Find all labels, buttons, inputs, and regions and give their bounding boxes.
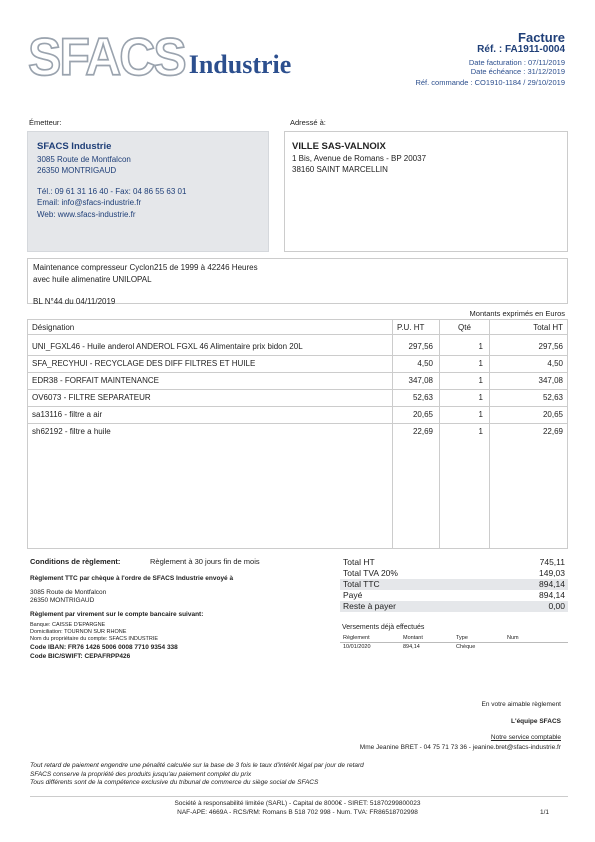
row-total: 20,65 xyxy=(542,410,563,419)
total-ht-row xyxy=(340,556,568,568)
row-unit-price: 20,65 xyxy=(412,410,433,419)
emitter-email: Email: info@sfacs-industrie.fr xyxy=(37,198,142,207)
emitter-website: Web: www.sfacs-industrie.fr xyxy=(37,210,136,219)
emitter-box xyxy=(27,131,269,252)
description-line2: avec huile alimenatire UNILOPAL xyxy=(33,274,152,284)
logo-suffix: Industrie xyxy=(188,50,292,79)
recipient-name: VILLE SAS-VALNOIX xyxy=(292,141,386,152)
invoice-description xyxy=(27,258,568,304)
row-designation: sa13116 - filtre a air xyxy=(32,410,103,419)
row-total: 347,08 xyxy=(538,376,563,385)
payments-header-num: Num xyxy=(507,635,519,641)
company-logo xyxy=(28,27,292,87)
row-total: 52,63 xyxy=(542,393,563,402)
total-label: Payé xyxy=(343,590,363,600)
total-label: Total TVA 20% xyxy=(343,568,398,578)
emitter-name: SFACS Industrie xyxy=(37,141,112,152)
due-date: Date échéance : 31/12/2019 xyxy=(470,67,565,76)
row-quantity: 1 xyxy=(478,410,483,419)
header-designation: Désignation xyxy=(32,323,75,332)
bank-name: Banque: CAISSE D'EPARGNE xyxy=(30,622,106,628)
row-designation: sh62192 - filtre a huile xyxy=(32,427,111,436)
remaining-row xyxy=(340,601,568,612)
total-value: 149,03 xyxy=(539,568,565,578)
invoice-date: Date facturation : 07/11/2019 xyxy=(468,58,565,67)
bic-swift: Code BIC/SWIFT: CEPAFRPP426 xyxy=(30,653,131,660)
delivery-note: BL N°44 du 04/11/2019 xyxy=(33,297,116,306)
payments-header xyxy=(340,634,568,643)
payment-row xyxy=(340,643,568,652)
table-row xyxy=(28,407,567,423)
total-value: 894,14 xyxy=(539,590,565,600)
invoice-reference: Réf. : FA1911-0004 xyxy=(477,44,565,55)
header-unit-price: P.U. HT xyxy=(397,323,425,332)
row-total: 22,69 xyxy=(542,427,563,436)
row-quantity: 1 xyxy=(478,376,483,385)
emitter-phone: Tél.: 09 61 31 16 40 - Fax: 04 86 55 63 01 xyxy=(37,187,187,196)
emitter-address-line1: 3085 Route de Montfalcon xyxy=(37,155,131,164)
payment-terms-value: Règlement à 30 jours fin de mois xyxy=(150,557,260,566)
iban: Code IBAN: FR76 1426 5006 0008 7710 9354 338 xyxy=(30,644,178,651)
bank-domiciliation: Domiciliation: TOURNON SUR RHONE xyxy=(30,629,127,635)
row-designation: EDR38 - FORFAIT MAINTENANCE xyxy=(32,376,159,385)
cheque-address-line2: 26350 MONTRIGAUD xyxy=(30,597,95,604)
total-tva-row xyxy=(340,568,568,579)
description-line1: Maintenance compresseur Cyclon215 de 1999 à 42246 Heures xyxy=(33,263,258,272)
row-quantity: 1 xyxy=(478,359,483,368)
paid-row xyxy=(340,590,568,601)
footer-divider xyxy=(30,796,568,797)
table-row xyxy=(28,390,567,406)
header-total: Total HT xyxy=(533,323,563,332)
total-value: 745,11 xyxy=(539,557,565,567)
table-row xyxy=(28,339,567,355)
footer-line2: NAF-APE: 4669A - RCS/RM: Romans B 518 702 998 - Num. TVA: FR86518702998 xyxy=(177,809,418,816)
recipient-address-line2: 38160 SAINT MARCELLIN xyxy=(292,165,388,174)
recipient-label: Adressé à: xyxy=(290,118,326,127)
row-designation: UNI_FGXL46 - Huile anderol ANDEROL FGXL 46 Alimentaire prix bidon 20L xyxy=(32,342,303,351)
payment-amount: 894,14 xyxy=(403,644,420,650)
totals-block xyxy=(340,556,568,612)
row-quantity: 1 xyxy=(478,393,483,402)
items-table xyxy=(27,319,568,549)
legal-note-line1: Tout retard de paiement engendre une pénalité calculée sur la base de 3 fois le taux d'intérêt légal par jour de retard xyxy=(30,762,364,769)
row-unit-price: 347,08 xyxy=(408,376,433,385)
currency-note: Montants exprimés en Euros xyxy=(469,309,565,318)
account-owner: Nom du propriétaire du compte: SFACS INDUSTRIE xyxy=(30,636,159,642)
payment-date: 10/01/2020 xyxy=(343,644,371,650)
recipient-address-line1: 1 Bis, Avenue de Romans - BP 20037 xyxy=(292,154,427,163)
total-label: Total TTC xyxy=(343,579,380,589)
payments-title: Versements déjà effectués xyxy=(342,624,425,631)
header-quantity: Qté xyxy=(458,323,471,332)
row-unit-price: 22,69 xyxy=(412,427,433,436)
row-unit-price: 52,63 xyxy=(412,393,433,402)
total-value: 0,00 xyxy=(548,601,565,611)
document-title: Facture xyxy=(518,30,565,45)
row-designation: OV6073 - FILTRE SEPARATEUR xyxy=(32,393,151,402)
page-number: 1/1 xyxy=(539,809,549,816)
emitter-address-line2: 26350 MONTRIGAUD xyxy=(37,166,117,175)
cheque-address-line1: 3085 Route de Montfalcon xyxy=(30,589,107,596)
total-label: Total HT xyxy=(343,557,375,567)
legal-notes xyxy=(30,762,364,788)
logo-brand: SFACS xyxy=(28,27,185,87)
table-row xyxy=(28,356,567,372)
table-row xyxy=(28,424,567,440)
row-designation: SFA_RECYHUI - RECYCLAGE DES DIFF FILTRES ET HUILE xyxy=(32,359,256,368)
row-total: 4,50 xyxy=(547,359,563,368)
row-quantity: 1 xyxy=(478,427,483,436)
emitter-label: Émetteur: xyxy=(29,118,62,127)
total-value: 894,14 xyxy=(539,579,565,589)
payments-header-type: Type xyxy=(456,635,468,641)
recipient-box xyxy=(284,131,568,252)
closing-team: L'équipe SFACS xyxy=(511,718,561,725)
legal-note-line2: SFACS conserve la propriété des produits jusqu'au paiement complet du prix xyxy=(30,770,252,778)
cheque-instructions: Règlement TTC par chèque à l'ordre de SFACS Industrie envoyé à xyxy=(30,575,234,582)
row-unit-price: 297,56 xyxy=(408,342,433,351)
payment-type: Chèque xyxy=(456,644,476,650)
row-quantity: 1 xyxy=(478,342,483,351)
order-reference: Réf. commande : CO1910-1184 / 29/10/2019 xyxy=(415,78,565,87)
footer-line1: Société à responsabilité limitée (SARL) - Capital de 8000€ - SIRET: 51870299800023 xyxy=(174,800,421,807)
row-unit-price: 4,50 xyxy=(417,359,433,368)
accounting-service: Notre service comptable xyxy=(490,734,561,741)
payments-header-montant: Montant xyxy=(403,635,423,641)
table-header xyxy=(28,320,567,335)
total-label: Reste à payer xyxy=(343,601,396,611)
transfer-instructions: Règlement par virement sur le compte bancaire suivant: xyxy=(30,611,204,618)
row-total: 297,56 xyxy=(538,342,563,351)
legal-note-line3: Tous différents sont de la compétence exclusive du tribunal de commerce du siège social de SFACS xyxy=(30,779,319,786)
accounting-contact: Mme Jeanine BRET - 04 75 71 73 36 - jeanine.bret@sfacs-industrie.fr xyxy=(359,744,561,751)
payments-header-reglement: Règlement xyxy=(343,635,370,641)
closing-greeting: En votre aimable règlement xyxy=(481,701,561,708)
payment-terms-label: Conditions de règlement: xyxy=(30,557,121,566)
table-row xyxy=(28,373,567,389)
total-ttc-row xyxy=(340,579,568,590)
